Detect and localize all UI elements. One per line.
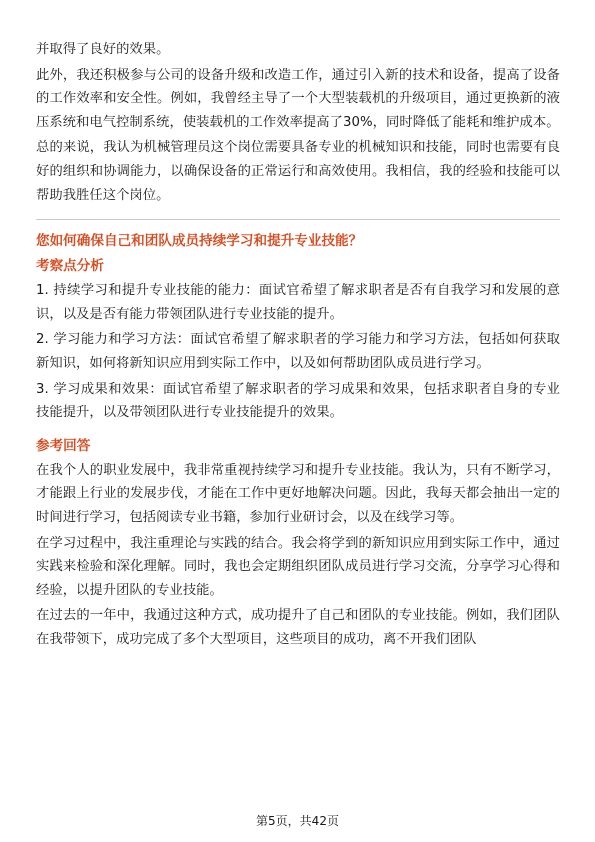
- question-title: 您如何确保自己和团队成员持续学习和提升专业技能？: [36, 233, 363, 250]
- analysis-item: 1. 持续学习和提升专业技能的能力：面试官希望了解求职者是否有自我学习和发展的意识，以及是否有能力带领团队进行专业技能的提升。: [36, 283, 560, 322]
- section-divider: [36, 219, 560, 220]
- intro-paragraph: 此外，我还积极参与公司的设备升级和改造工作，通过引入新的技术和设备，提高了设备的工作效率和安全性。例如，我曾经主导了一个大型装载机的升级项目，通过更换新的液压系统和电气控制系统，使装载机的工作效率提高了30%，同时降低了能耗和维护成本。: [36, 67, 560, 130]
- page-footer: 第5页，共42页: [256, 814, 339, 828]
- answer-heading: 参考回答: [36, 437, 91, 454]
- intro-paragraph: 总的来说，我认为机械管理员这个岗位需要具备专业的机械知识和技能，同时也需要有良好的组织和协调能力，以确保设备的正常运行和高效使用。我相信，我的经验和技能可以帮助我胜任这个岗位。: [36, 140, 560, 203]
- analysis-heading: 考察点分析: [36, 258, 104, 275]
- analysis-item: 2. 学习能力和学习方法：面试官希望了解求职者的学习能力和学习方法，包括如何获取新知识，如何将新知识应用到实际工作中，以及如何帮助团队成员进行学习。: [36, 332, 560, 371]
- page-content: [36, 38, 560, 653]
- answer-paragraph: 在过去的一年中，我通过这种方式，成功提升了自己和团队的专业技能。例如，我们团队在我带领下，成功完成了多个大型项目，这些项目的成功，离不开我们团队: [36, 608, 560, 647]
- analysis-item: 3. 学习成果和效果：面试官希望了解求职者的学习成果和效果，包括求职者自身的专业技能提升，以及带领团队进行专业技能提升的效果。: [36, 381, 560, 421]
- answer-paragraph: 在我个人的职业发展中，我非常重视持续学习和提升专业技能。我认为，只有不断学习，才能跟上行业的发展步伐，才能在工作中更好地解决问题。因此，我每天都会抽出一定的时间进行学习，包括阅读专业书籍，参加行业研讨会，以及在线学习等。: [36, 462, 560, 525]
- answer-paragraph: 在学习过程中，我注重理论与实践的结合。我会将学到的新知识应用到实际工作中，通过实践来检验和深化理解。同时，我也会定期组织团队成员进行学习交流，分享学习心得和经验，以提升团队的专业技能。: [36, 535, 560, 598]
- intro-paragraph: 并取得了良好的效果。: [36, 42, 170, 57]
